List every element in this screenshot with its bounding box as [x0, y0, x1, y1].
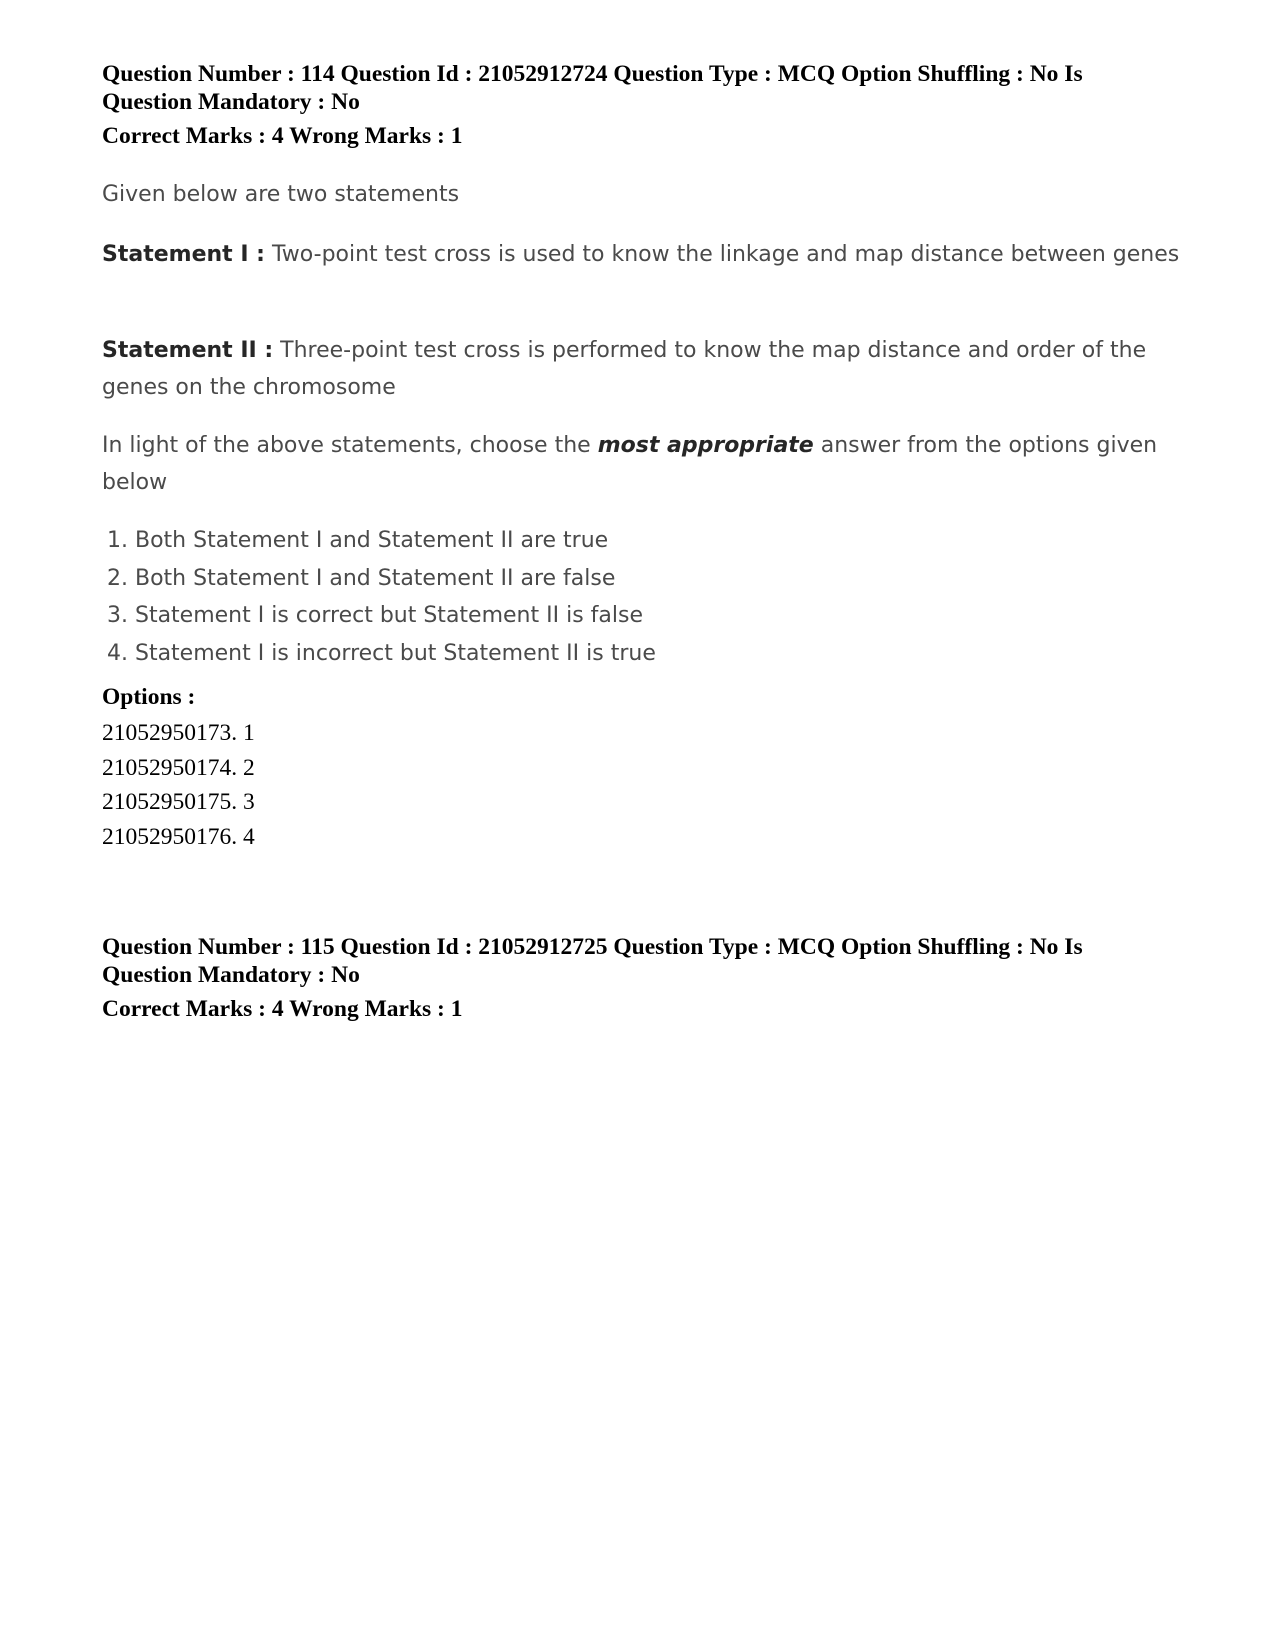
- question-114-header: [102, 60, 1182, 150]
- choice-list: [107, 522, 1107, 672]
- question-114-marks: Correct Marks : 4 Wrong Marks : 1: [102, 123, 463, 149]
- question-intro: Given below are two statements: [102, 182, 460, 207]
- question-115-marks: Correct Marks : 4 Wrong Marks : 1: [102, 996, 463, 1022]
- statement-1: [102, 236, 1182, 273]
- question-115-header-line1: Question Number : 115 Question Id : 21052912725 Question Type : MCQ Option Shuffling : No Is: [102, 934, 1083, 960]
- option-row: 21052950173. 1: [102, 720, 255, 746]
- question-instruction: [102, 427, 1182, 501]
- instruction-after: answer from the options given below: [102, 433, 1158, 495]
- options-title: Options :: [102, 684, 196, 710]
- option-row: 21052950174. 2: [102, 754, 255, 781]
- statement-2: [102, 332, 1182, 406]
- statement-1-text: Two-point test cross is used to know the linkage and map distance between genes: [264, 242, 1180, 267]
- option-row: 21052950175. 3: [102, 789, 255, 815]
- statement-2-text: Three-point test cross is performed to know the map distance and order of the genes on the chromosome: [102, 338, 1147, 400]
- choice-item: 3. Statement I is correct but Statement II is false: [107, 603, 643, 628]
- instruction-before: In light of the above statements, choose the: [102, 433, 598, 458]
- choice-item: 2. Both Statement I and Statement II are false: [107, 565, 616, 591]
- question-115-header-line2: Question Mandatory : No: [102, 962, 360, 988]
- choice-item: 1. Both Statement I and Statement II are true: [107, 528, 609, 553]
- options-list: [102, 716, 255, 854]
- question-115-header: [102, 933, 1182, 1023]
- instruction-emphasis: most appropriate: [597, 433, 814, 458]
- question-114-header-line1: Question Number : 114 Question Id : 21052912724 Question Type : MCQ Option Shuffling : No Is: [102, 61, 1083, 87]
- statement-1-label: Statement I :: [102, 242, 265, 267]
- statement-2-label: Statement II :: [102, 338, 274, 363]
- question-114-header-line2: Question Mandatory : No: [102, 89, 360, 115]
- option-row: 21052950176. 4: [102, 823, 255, 850]
- choice-item: 4. Statement I is incorrect but Statement II is true: [107, 640, 656, 666]
